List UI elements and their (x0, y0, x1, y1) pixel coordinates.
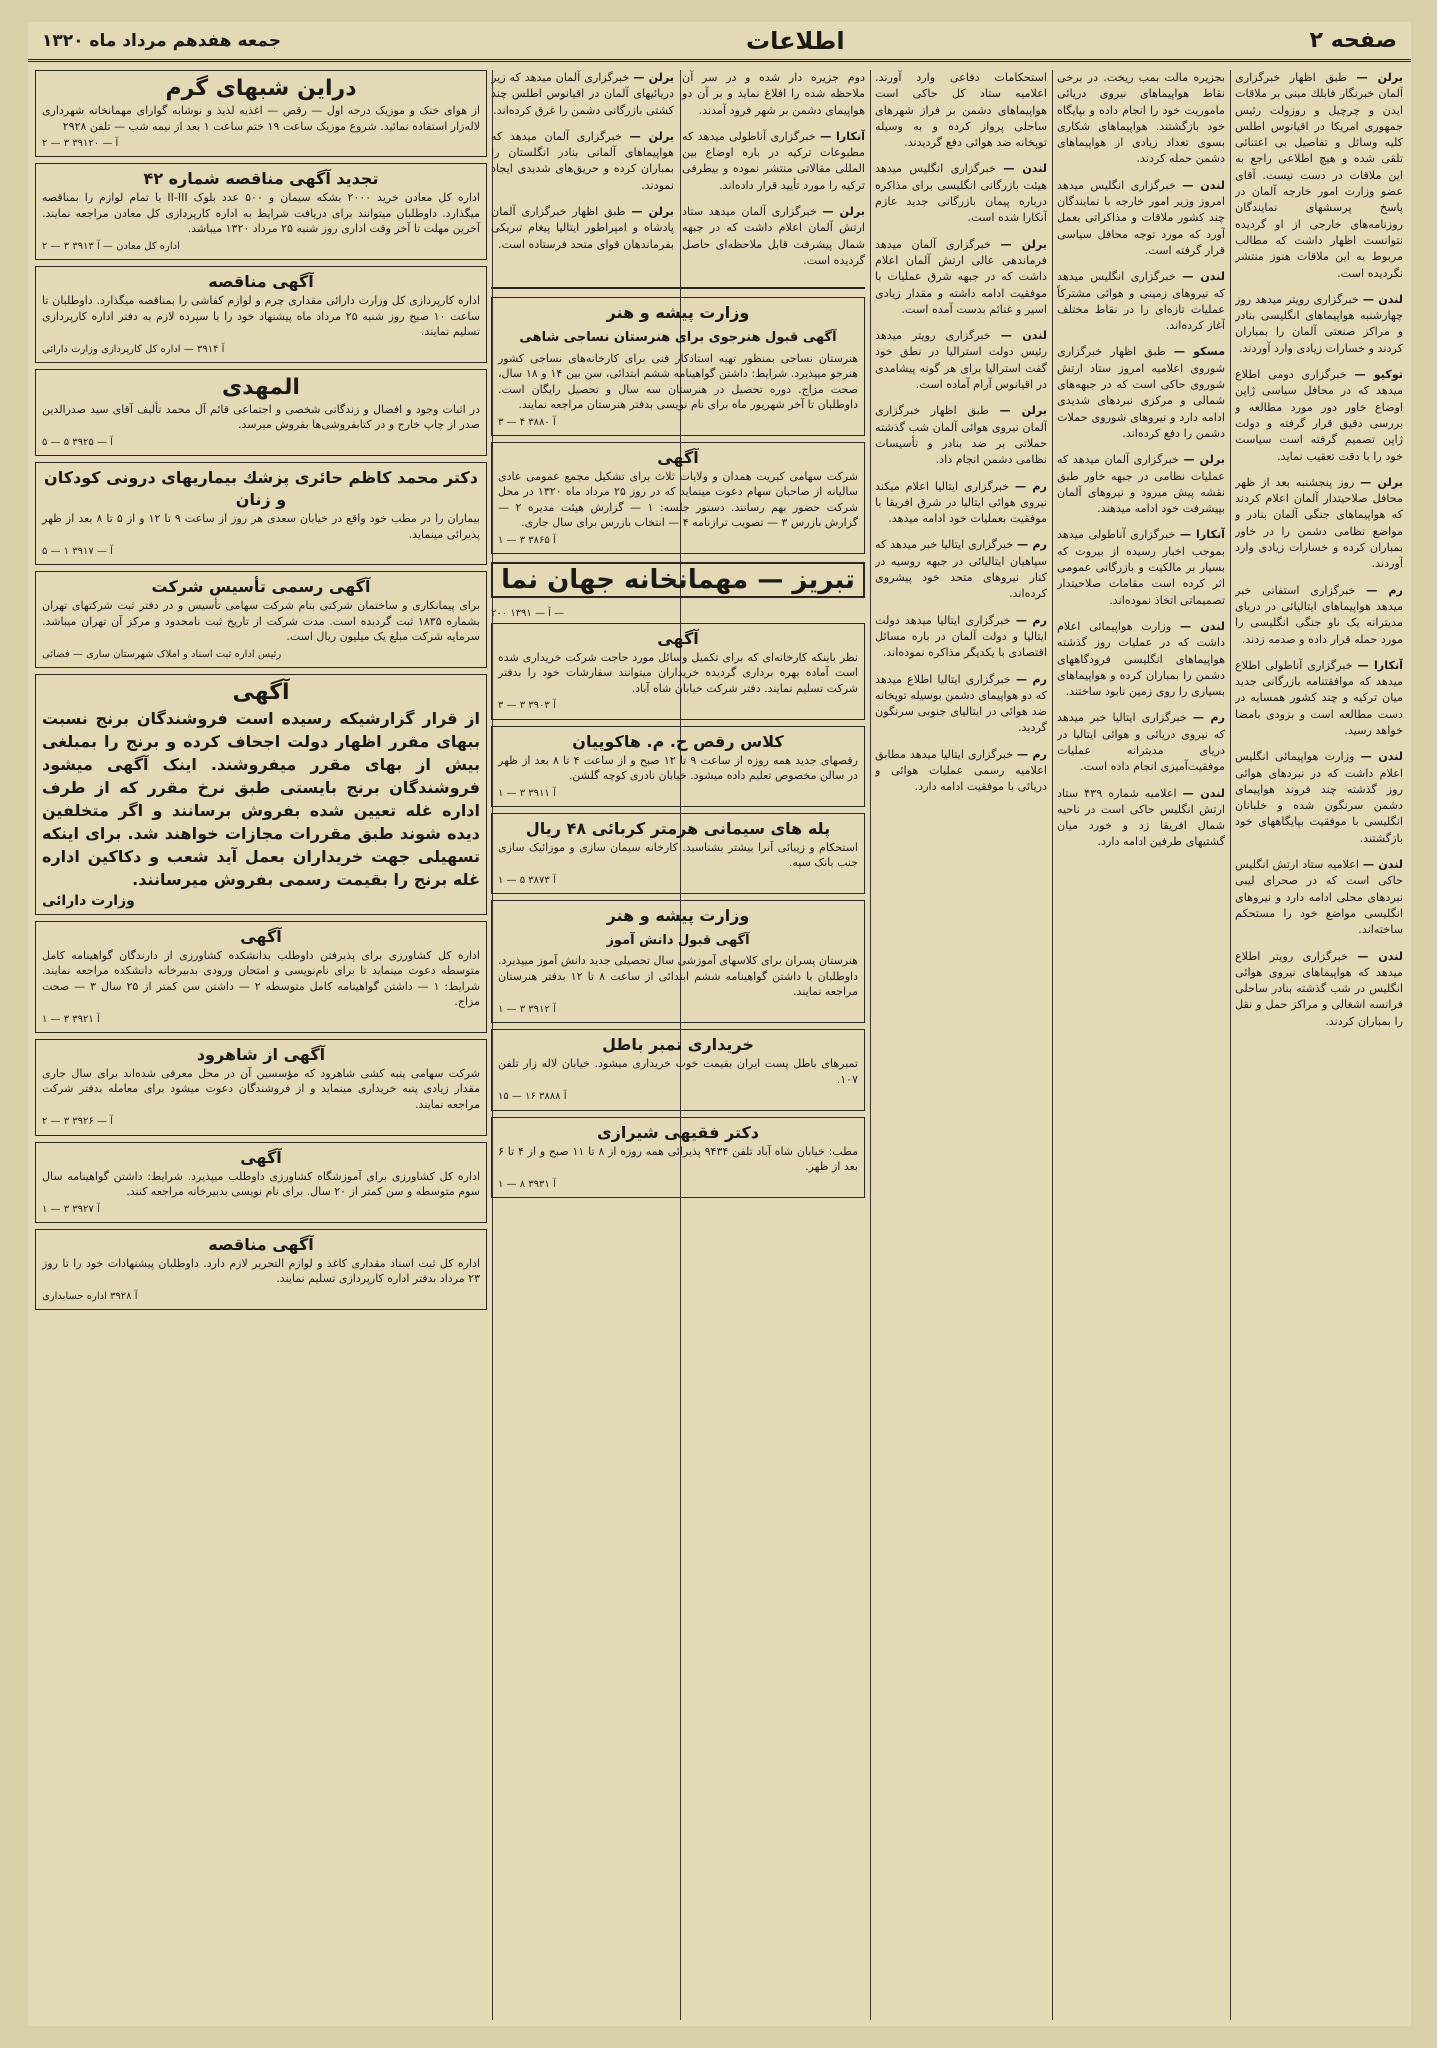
news-item (682, 129, 865, 194)
news-text: خبرگزاری انگلیس میدهد امروز وزیر امور خارجه با نمایندگان چند کشور ملاقات و مذاکراتی بعمل آورد که مورد توجه محافل سیاسی قرار گرفته است. (1057, 178, 1225, 257)
news-text: خبرگزاری ایتالیا میدهد دولت ایتالیا و دولت آلمان در باره مسائل اقتصادی با یکدیگر مذاکره نموده‌اند. (875, 613, 1047, 660)
dateline: رم — (1014, 479, 1047, 493)
ad-text: استحکام و زیبائی آنرا بیشتر بشناسید. کارخانه سیمان سازی و موزائیک سازی جنب بانک سپه. (498, 840, 858, 870)
news-text: خبرگزاری آناطولی میدهد که مطبوعات ترکیه در باره اوضاع بین المللی مقالاتی منتشر نموده و بیطرفی ترکیه را مورد تأیید قرار داده‌اند. (682, 129, 865, 192)
ad-title: دکتر فقیهی شیرازی (597, 1122, 759, 1142)
ad-code: اداره کل معادن — آ ۳۹۱۳ ۳ — ۲ (42, 240, 180, 252)
ad-text: اداره کارپردازی کل وزارت دارائی مقداری چرم و لوازم کفاشی را بمناقصه میگذارد. داوطلبان تا ساعت ۱۰ صبح روز شنبه ۲۵ مرداد ماه پیشنهاد خود را با سپرده لازم به دفتر اداره کارپردازی تسلیم نمایند. (42, 294, 481, 339)
news-item (875, 328, 1047, 393)
news-item (1235, 70, 1403, 282)
ad-code: آ — ۳۹۲۵ ۵ — ۵ (42, 436, 113, 448)
ad-text: در اثبات وجود و افضال و زندگانی شخصی و اجتماعی قائم آل محمد تألیف آقای سید صدرالدین صدر از چاپ خارج و در کتابفروشی‌ها بفروش میرسد. (42, 402, 480, 432)
ad-tender-registry (35, 1229, 487, 1310)
dateline: برلن — (1183, 453, 1225, 467)
ad-cement-stairs (491, 813, 865, 894)
dateline: لندن — (1000, 329, 1047, 343)
news-text: خبرگزاری آلمان میدهد که عملیات نظامی در جبهه خاور طبق نقشه پیش میرود و نیروهای آلمان بپیشرفت خود ادامه میدهند. (1057, 453, 1225, 516)
ad-doctor (491, 1117, 865, 1198)
ad-summer-nights (35, 70, 487, 157)
news-item (875, 613, 1047, 662)
news-item (491, 204, 674, 253)
ad-code: آ ۳۹۲۸ اداره حسابداری (42, 1290, 138, 1302)
news-text: خبرگزاری رویتر میدهد رئیس دولت استرالیا در نطق خود گفت استرالیا برای هر گونه پیشامدی در اقیانوس آرام آماده است. (875, 329, 1047, 392)
dateline: رم — (1016, 747, 1047, 761)
news-item (491, 70, 674, 119)
ad-tender-42 (35, 163, 487, 260)
ad-text: شرکت سهامی پنبه کشی شاهرود که مؤسسین آن در محل معرفی شده‌اند برای سال جاری مقدار زیادی پنبه خریداری مینماید و از فروشندگان دعوت میشود برای معامله بدفتر شرکت مراجعه نمایند. (42, 1066, 480, 1111)
dateline: لندن — (1003, 162, 1047, 176)
dateline: آنکارا — (820, 129, 865, 143)
news-item (1235, 292, 1403, 357)
dateline: مسکو — (1173, 345, 1225, 359)
news-text: وزارت هواپیمائی اعلام داشت که در عملیات روز گذشته هواپیماهای انگلیسی فرودگاههای دشمن را بمباران کرده و هواپیماهای بسیاری را روی زمین نابود ساختند. (1057, 619, 1225, 699)
ad-code: آ ۳۸۶۵ ۳ — ۱ (498, 534, 556, 546)
ad-rice-notice (35, 674, 487, 914)
ad-title: پله های سیمانی هرمتر کربائی ۴۸ ریال (525, 818, 831, 838)
ad-text: تمبرهای باطل پست ایران بقیمت خوب خریداری میشود. خیابان لاله زار تلفن ۱۰۷. (498, 1057, 858, 1086)
issue-date: جمعه هفدهم مرداد ماه ۱۳۲۰ (42, 30, 282, 51)
news-item (1235, 475, 1403, 573)
ad-text: برای پیمانکاری و ساختمان شرکتی بنام شرکت سهامی تأسیس و در دفتر ثبت شرکتهای تهران بشماره ۱۸۳۵ ثبت گردیده است. مدت شرکت از تاریخ ثبت نامحدود و مرکز آن تهران میباشد. سرمایه شرکت مبلغ یک میلیون ریال است. (42, 599, 480, 644)
ad-agriculture-college (35, 921, 487, 1033)
ad-agriculture-school (35, 1142, 487, 1223)
news-column-3 (875, 70, 1047, 2020)
news-text: خبرگزاری آناطولی اطلاع میدهد که موافقتنامه بازرگانی جدید میان ترکیه و چند کشور همسایه در دست مطالعه است و بزودی بامضا خواهد رسید. (1235, 658, 1403, 737)
news-item (1235, 749, 1403, 847)
dateline: برلن — (999, 404, 1047, 418)
news-item (875, 403, 1047, 468)
ad-text: هنرستان نساجی بمنظور تهیه استادکار فنی برای کارخانه‌های نساجی کشور هنرجو میپذیرد. شرایط: داشتن گواهینامه ششم ابتدائی، سن بین ۱۴ و ۱۸ سال، صحت مزاج. دوره تحصیل در هنرستان سه سال و تحصیل رایگان است. داوطلبان تا آخر شهریور ماه برای نام نویسی بدفتر هنرستان مراجعه نمایند. (498, 351, 859, 412)
ad-text: رقصهای جدید همه روزه از ساعت ۹ تا ۱۲ صبح و از ساعت ۴ تا ۸ بعد از ظهر در سالن مخصوص تعلیم داده میشود. خیابان نادری کوچه گلشن. (498, 753, 858, 783)
news-item (1057, 178, 1225, 259)
dateline: توکیو — (1354, 368, 1403, 382)
ad-title: آگهی (232, 680, 290, 706)
ad-text: اداره کل معادن خرید ۲۰۰۰ بشکه سیمان و ۵۰۰ عدد بلوک II-III با تمام لوازم را بمناقصه میگذارد. داوطلبان میتوانند برای دریافت شرایط به اداره کارپردازی کل معادن مراجعه نمایند. آخرین مهلت تا آخر وقت اداری روز شنبه ۲۵ مرداد ۱۳۲۰ میباشد. (42, 191, 480, 236)
dateline: برلن — (1356, 71, 1403, 84)
ad-text: از هوای خنک و موزیک درجه اول — رقص — اغذیه لذیذ و نوشابه گوارای مهمانخانه شهرداری لاله‌زار استفاده نمائید. شروع موزیک ساعت ۱۹ ختم ساعت ۱ بعد از نیمه شب — تلفن ۲۹۲۸ (42, 104, 480, 133)
ad-code: آ ۳۸۷۳ ۵ — ۱ (498, 874, 556, 886)
ad-factory (491, 623, 865, 720)
ad-shahrood (35, 1039, 487, 1136)
dateline: لندن — (1362, 292, 1403, 306)
ad-textile-school (491, 297, 865, 436)
ad-code: وزارت دارائی (42, 893, 135, 910)
news-item (875, 237, 1047, 318)
ad-code: آ ۳۹۱۱ ۳ — ۱ (498, 787, 556, 799)
ad-title: وزارت پیشه و هنر (606, 303, 750, 323)
news-text: خبرگزاری آلمان میدهد فرماندهی عالی ارتش آلمان اعلام داشت که در جبهه شرق عملیات با موفقیت ادامه داشته و مقدار زیادی اسیر و غنائم بدست آمده است. (875, 237, 1047, 316)
news-item (1057, 70, 1225, 168)
dateline: لندن — (1182, 786, 1225, 800)
news-text: خبرگزاری آلمان میدهد ستاد ارتش آلمان اعلام داشت که در جبهه شمال پیشرفت قابل ملاحظه‌ای حاصل گردیده است. (682, 205, 865, 267)
dateline: آنکارا — (1179, 528, 1225, 542)
news-item (1057, 710, 1225, 775)
dateline: لندن — (1360, 750, 1403, 764)
ad-text: اداره کل کشاورزی برای آموزشگاه کشاورزی داوطلب میپذیرد. شرایط: داشتن گواهینامه سال سوم متوسطه و سن کمتر از ۲۰ سال. برای نام نویسی بدبیرخانه مراجعه کنند. (42, 1169, 480, 1199)
page-number: صفحه ۲ (1309, 28, 1397, 53)
ad-text: از قرار گزارشیکه رسیده است فروشندگان برنج نسبت ببهای مقرر اظهار دولت اجحاف کرده و برنج را بمبلغی بیش از بهای مقرر میفروشند. اینک آگهی میشود فروشندگان برنج بایستی طبق نرخ مقرر که از طرف اداره غله تعیین شده بفروش برسانند و اگر متخلفین دیده شوند طبق مقررات مجازات خواهند شد. برای اینکه تسهیلی جهت خریداران بعمل آید شعب و دکاکین اداره غله برنج را بقیمت رسمی بفروش میرسانند. (42, 709, 480, 890)
news-text: خبرگزاری ایتالیا میدهد مطابق اعلامیه رسمی عملیات هوائی و دریائی با موفقیت ادامه دارد. (875, 747, 1047, 794)
ad-stamps (491, 1029, 865, 1110)
newspaper-page (28, 22, 1411, 2026)
ad-title: المهدی (222, 374, 300, 400)
news-text: طبق اظهار خبرگزاری آلمان پادشاه و امپراطور ایتالیا پیغام تبریکی بفرماندهان قوای متحد فرستاده است. (491, 205, 674, 251)
news-item (875, 537, 1047, 602)
news-text: استحکامات دفاعی وارد آورند. اعلامیه ستاد کل حاکی است هواپیماهای دشمن بر فراز شهرهای ساحلی پرواز کرده و به وسیله توپخانه ضد هوائی دفع گردیدند. (875, 71, 1047, 150)
news-text: خبرگزاری آلمان میدهد که هواپیماهای آلمانی بنادر انگلستان را بمباران کرده و حریق‌های شدیدی ایجاد نمودند. (491, 129, 674, 192)
dateline: برلن — (1360, 475, 1403, 489)
ad-dance-class (491, 726, 865, 807)
ad-title: خریداری تمبر باطل (602, 1035, 754, 1055)
ad-code: آ — ۳۹۲۶ ۳ — ۲ (42, 1116, 113, 1128)
dateline: برلن — (1000, 237, 1047, 251)
ads-column (35, 70, 487, 2020)
news-column-1 (1235, 70, 1403, 2020)
ad-code: رئیس اداره ثبت اسناد و املاک شهرستان ساری — فضائی (42, 648, 282, 660)
news-text: روز پنجشنبه بعد از ظهر محافل صلاحیتدار آلمان اعلام کردند که هواپیماهای جنگی آلمان بنادر و مواضع نظامی دشمن را در خاور بمباران کرده و خسارات زیادی وارد آوردند. (1235, 475, 1403, 571)
news-text: خبرگزاری انگلیس میدهد هیئت بازرگانی انگلیسی برای مذاکره درباره پیمان بازرگانی جدید عازم آنکارا شده است. (875, 162, 1047, 225)
news-item (875, 70, 1047, 151)
news-text: طبق اظهار خبرگزاری شوروی اعلامیه امروز ستاد ارتش شوروی حاکی است که در جبهه‌های شمالی و مرکزی نبردهای شدیدی ادامه دارد و نیروهای شوروی حملات دشمن را دفع کرده‌اند. (1057, 345, 1225, 440)
ad-title: آگهی (240, 1147, 282, 1167)
divider (491, 287, 865, 289)
news-text: خبرگزاری دومی اطلاع میدهد که در محافل سیاسی ژاپن اوضاع خاور دور مورد مطالعه و بررسی دقیق قرار گرفته و دولت ژاپن تصمیم گرفته است سیاست خود را با دقت تعقیب نماید. (1235, 368, 1403, 463)
news-item (1057, 452, 1225, 517)
center-news-right (682, 70, 865, 279)
news-item (1235, 583, 1403, 648)
ad-code: آ ۳۸۸۰ ۴ — ۳ (498, 416, 556, 428)
ad-title: آگهی از شاهرود (196, 1044, 326, 1064)
news-item (1235, 949, 1403, 1030)
news-item (875, 672, 1047, 737)
news-item (1057, 619, 1225, 700)
news-text: بجزیره مالت بمب ریخت. در برخی نقاط هواپیماهای نیروی دریائی ماموریت خود را انجام داده و بپایگاه خود بازگشتند. هواپیماهای شکاری بسوی تعداد زیادی از هواپیماهای دشمن حمله کردند. (1057, 71, 1225, 166)
ad-title: تجدید آگهی مناقصه شماره ۴۲ (143, 169, 379, 189)
news-text: وزارت هواپیمائی انگلیس اعلام داشت که در نبردهای هوائی روز گذشته چند فروند هواپیمای دشمن سرنگون شده و خلبانان انگلیسی با موفقیت بپایگاههای خود بازگشتند. (1235, 750, 1403, 845)
news-text: خبرگزاری ایتالیا اعلام میکند نیروی هوائی ایتالیا در شرق افریقا با موفقیت بعملیات خود ادامه میدهد. (875, 479, 1047, 526)
column-rule (1052, 70, 1053, 2020)
newspaper-name: اطلاعات (746, 26, 845, 55)
news-text: خبرگزاری ایتالیا خبر میدهد که سپاهیان ایتالیائی در جبهه روسیه در کنار نیروهای متحد خود پیشروی کرده‌اند. (875, 538, 1047, 601)
dateline: رم — (1015, 613, 1047, 627)
dateline: برلن — (633, 71, 675, 84)
news-item (682, 70, 865, 119)
news-text: خبرگزاری ایتالیا خبر میدهد که نیروی دریائی و هوائی ایتالیا در دریای مدیترانه عملیات موفقیت‌آمیزی انجام داده است. (1057, 711, 1225, 774)
ad-code: آ — ۳۹۱۲۰ ۳ — ۲ (42, 138, 119, 149)
banner-text: تبریز — مهمانخانه جهان نما (501, 565, 855, 596)
dateline: لندن — (1357, 949, 1403, 963)
ad-code: آ ۳۸۸۸ ۱۶ — ۱۵ (498, 1091, 567, 1103)
ad-title: آگهی مناقصه (208, 272, 314, 292)
news-text: اعلامیه شماره ۴۳۹ ستاد ارتش انگلیس حاکی است در ناحیه شمال افریقا زد و خورد میان گشتیهای طرفین ادامه دارد. (1057, 786, 1225, 849)
dateline: لندن — (1182, 178, 1225, 192)
dateline: برلن — (822, 205, 865, 219)
ad-title: وزارت پیشه و هنر (606, 906, 750, 926)
news-text: خبرگزاری آلمان میدهد که زیر دریائیهای آلمان در اقیانوس اطلس چند کشتی بازرگانی دشمن را غرق کرده‌اند. (491, 71, 674, 117)
news-text: خبرگزاری رویتر میدهد روز چهارشنبه هواپیماهای انگلیسی بنادر و مراکز صنعتی آلمان را بمباران کردند و خسارات زیادی وارد آوردند. (1235, 292, 1403, 355)
masthead (28, 22, 1411, 62)
dateline: رم — (1192, 711, 1225, 725)
news-item (682, 204, 865, 269)
ad-text: اداره کل ثبت اسناد مقداری کاغذ و لوازم التحریر لازم دارد. داوطلبان پیشنهادات خود را تا روز ۲۳ مرداد بدفتر اداره کارپردازی تسلیم نمایند. (42, 1256, 480, 1286)
news-item (875, 747, 1047, 796)
ad-code: آ ۳۹۰۳ ۳ — ۳ (498, 700, 556, 712)
ad-subtitle: آگهی قبول هنرجوی برای هنرستان نساجی شاهی (519, 330, 837, 346)
news-text: دوم جزیره دار شده و در سر آن ملاحظه شده را افلاغ نماید و بر آن دو هواپیمای دشمن بر شهر فرود آمدند. (682, 71, 865, 117)
ad-text: بیماران را در مطب خود واقع در خیابان سعدی هر روز از ساعت ۹ تا ۱۲ و از ۵ تا ۸ بعد از ظهر پذیرائی مینماید. (42, 512, 480, 541)
news-item (1057, 786, 1225, 851)
ad-code: آ ۳۹۱۴ — اداره کل کارپردازی وزارت دارائی (42, 343, 225, 355)
ad-code: آ — ۱۳۹۱ ۲۰۰ — (491, 608, 565, 620)
ad-title: دراین شبهای گرم (165, 76, 357, 101)
ad-code: آ — ۳۹۱۷ ۱ — ۵ (42, 546, 113, 558)
dateline: برلن — (631, 205, 674, 219)
news-item (875, 161, 1047, 226)
ad-code: آ ۳۹۳۱ ۸ — ۱ (498, 1178, 556, 1190)
ad-code: آ ۳۹۱۲ ۳ — ۱ (498, 1003, 556, 1015)
news-text: خبرگزاری رویتر اطلاع میدهد که هواپیماهای نیروی هوائی انگلیس در شب گذشته بنادر ساحلی فرانسه اشغالی و مراکز حمل و نقل را بمباران کردند. (1235, 949, 1403, 1028)
dateline: آنکارا — (1357, 658, 1403, 672)
ad-student-admission (491, 900, 865, 1023)
news-text: خبرگزاری ایتالیا اطلاع میدهد که دو هواپیمای دشمن بوسیله توپخانه ضد هوائی در ایتالیای جنوبی سرنگون گردید. (875, 672, 1047, 735)
dateline: رم — (1015, 672, 1047, 686)
dateline: لندن — (1179, 619, 1225, 633)
news-text: خبرگزاری آناطولی میدهد بموجب اخبار رسیده از بیروت که بسیار بر مالکیت و بازرگانی عمومی اثر کرده است مقامات صلاحیتدار تصمیماتی اتخاذ نموده‌اند. (1057, 528, 1225, 607)
ad-doctor-haeri (35, 462, 487, 565)
ad-text: نظر باینکه کارخانه‌ای که برای تکمیل وسائل مورد حاجت شرکت خریداری شده است آماده بهره برداری گردیده خریداران میتوانند سفارشات خود را بدفتر شرکت تسلیم نمایند. دفتر شرکت خیابان شاه آباد. (498, 650, 858, 695)
ad-company-registration (35, 571, 487, 668)
ad-text: شرکت سهامی کبریت همدان و ولایات ثلاث برای تشکیل مجمع عمومی عادی سالیانه از صاحبان سهام دعوت مینماید که در روز ۲۵ مرداد ماه ۱۳۲۰ در محل شرکت حضور بهم رسانند. دستور جلسه: ۱ — گزارش هیئت مدیره ۲ — گزارش بازرس ۳ — تصویب ترازنامه ۴ — انتخاب بازرس برای سال جاری. (498, 469, 859, 530)
center-news-left (491, 70, 674, 279)
column-rule (1230, 70, 1231, 2020)
center-news-split (491, 70, 865, 279)
news-item (1235, 658, 1403, 739)
news-item (1057, 344, 1225, 442)
ad-code: آ ۳۹۲۱ ۳ — ۱ (42, 1013, 100, 1025)
ad-subtitle: آگهی قبول دانش آموز (606, 933, 750, 949)
hotel-banner (491, 562, 865, 598)
news-text: طبق اظهار خبرگزاری آلمان خبرنگار فابلك مبنی بر ملاقات ایدن و چرچیل و روزولت رئیس جمهوری امریکا در اقیانوس اطلس کلیه وسائل و تفاصیل بی اعتنائی تلقی شده و هیچ اطلاعی راجع به این ملاقات در دست نیست. آقای عضو وزارت امور خارجه آلمان در پاسخ پرسشهای نمایندگان روزنامه‌های خارجی از او گردیده نتوانست اظهار داشت که مطالب مربوط به این ملاقات هنوز منتشر نگردیده است. (1235, 71, 1403, 280)
ad-title: آگهی (657, 447, 699, 467)
news-text: خبرگزاری انگلیس میدهد که نیروهای زمینی و هوائی مشترکاً عملیات تازه‌ای را در نقاط مختلف آغاز کرده‌اند. (1057, 270, 1225, 333)
ad-book-almahdi (35, 369, 487, 456)
ad-text: اداره کل کشاورزی برای پذیرفتن داوطلب بدانشکده کشاورزی از دارندگان گواهینامه کامل متوسطه دعوت مینماید تا برای نام‌نویسی و امتحان ورودی بدبیرخانه دانشکده مراجعه نمایند. شرایط: ۱ — داشتن گواهینامه کامل متوسطه ۲ — داشتن سن کمتر از ۲۵ سال ۳ — صحت مزاج. (42, 948, 480, 1009)
center-column (491, 70, 865, 2020)
news-item (875, 479, 1047, 528)
news-item (1235, 367, 1403, 465)
dateline: لندن — (1362, 858, 1403, 872)
news-text: طبق اظهار خبرگزاری آلمان نیروی هوائی آلمان شب گذشته حملاتی بر ضد بنادر و تأسیسات نظامی دشمن انجام داد. (875, 404, 1047, 467)
column-rule (870, 70, 871, 2020)
ad-match-company (491, 442, 865, 554)
news-text: اعلامیه ستاد ارتش انگلیس حاکی است که در صحرای لیبی نبردهای محلی ادامه دارد و نیروهای انگلیسی مواضع خود را مستحکم ساخته‌اند. (1235, 858, 1403, 937)
news-text: خبرگزاری استفانی خبر میدهد هواپیماهای ایتالیائی در دریای مدیترانه یک ناو جنگی انگلیسی را مورد حمله قرار داده و صدمه زدند. (1235, 583, 1403, 646)
ad-title: کلاس رقص ح. م. هاکوپیان (572, 731, 784, 751)
ad-code: آ ۳۹۲۷ ۳ — ۱ (42, 1203, 100, 1215)
dateline: برلن — (629, 129, 674, 143)
news-item (1057, 269, 1225, 334)
dateline: رم — (1017, 538, 1047, 552)
dateline: لندن — (1182, 270, 1225, 284)
ad-title: آگهی (657, 628, 699, 648)
dateline: رم — (1366, 583, 1403, 597)
news-item (1235, 857, 1403, 938)
ad-title: آگهی (240, 926, 282, 946)
news-column-2 (1057, 70, 1225, 2020)
ad-text: هنرستان پسران برای کلاسهای آموزشی سال تحصیلی جدید دانش آموز میپذیرد. داوطلبان با داشتن گواهینامه ششم ابتدائی از ساعت ۸ تا ۱۲ بدفتر هنرستان مراجعه نمایند. (498, 954, 858, 999)
ad-text: مطب: خیابان شاه آباد تلفن ۹۴۳۴ پذیرائی همه روزه از ۸ تا ۱۱ صبح و از ۴ تا ۶ بعد از ظهر. (498, 1144, 858, 1174)
ad-tender-finance (35, 266, 487, 363)
news-item (491, 129, 674, 194)
ad-title: آگهی رسمی تأسیس شرکت (151, 577, 371, 597)
ad-title: دکتر محمد کاظم حائری پزشك بیماریهای درونی کودکان و زنان (44, 468, 478, 510)
news-item (1057, 527, 1225, 608)
ad-title: آگهی مناقصه (208, 1234, 314, 1254)
